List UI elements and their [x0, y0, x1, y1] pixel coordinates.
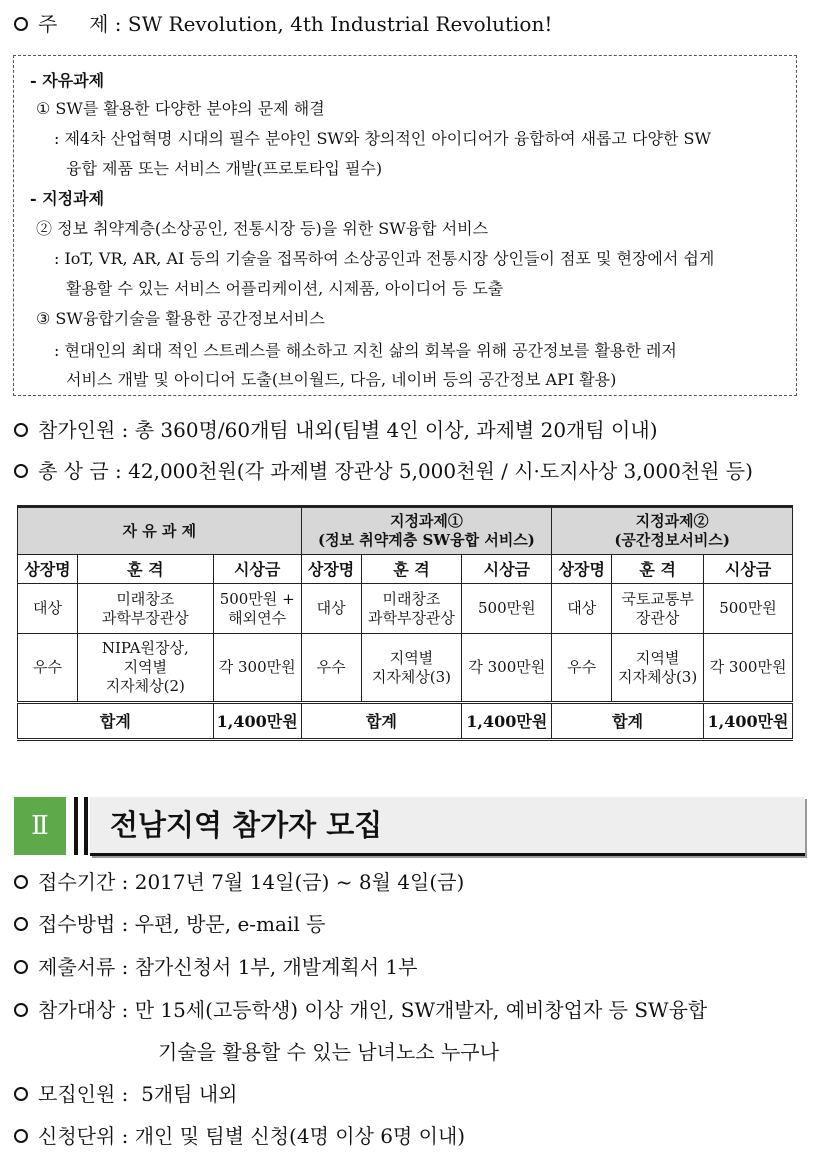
- table-cell: 대상: [18, 584, 78, 634]
- table-cell: 각 300만원: [462, 634, 552, 703]
- bullet-circle-icon: [14, 1087, 28, 1101]
- table-total-row: [18, 703, 793, 740]
- group-assigned2-header: 지정과제② (공간정보서비스): [552, 507, 793, 555]
- recruit-period-label: 접수기간: [38, 870, 116, 894]
- recruit-docs-value: 참가신청서 1부, 개발계획서 1부: [134, 955, 418, 979]
- section-title: 전남지역 참가자 모집: [110, 808, 383, 842]
- participants-label: 참가인원: [38, 418, 116, 442]
- task-item-1-desc: : 제4차 산업혁명 시대의 필수 분야인 SW와 창의적인 아이디어가 융합하여 새롭고 다양한 SW: [54, 129, 711, 148]
- recruit-method-label: 접수방법: [38, 912, 116, 936]
- table-row: [18, 584, 793, 634]
- theme-line: 주 제 : SW Revolution, 4th Industrial Revolution!: [10, 8, 552, 37]
- group-free-header: 자 유 과 제: [18, 507, 302, 555]
- recruit-docs-line: 제출서류 : 참가신청서 1부, 개발계획서 1부: [10, 951, 417, 980]
- col-amount-header: 시상금: [462, 555, 552, 584]
- prize-total-line: 총 상 금 : 42,000천원(각 과제별 장관상 5,000천원 / 시·도지사상 3,000천원 등): [10, 455, 753, 484]
- recruit-count-value: 5개팀 내외: [134, 1082, 238, 1106]
- table-cell: 우수: [552, 634, 612, 703]
- task-item-3-desc: : 현대인의 최대 적인 스트레스를 해소하고 지친 삶의 회복을 위해 공간정보를 활용한 레저: [54, 341, 677, 360]
- table-row: [18, 634, 793, 703]
- col-amount-header: 시상금: [704, 555, 793, 584]
- participants-value: 총 360명/60개팀 내외(팀별 4인 이상, 과제별 20개팀 이내): [134, 418, 658, 442]
- task-item-2-desc-cont: 활용할 수 있는 서비스 어플리케이션, 시제품, 아이디어 등 도출: [66, 279, 504, 298]
- recruit-target-line-cont: 기술을 활용할 수 있는 남녀노소 누구나: [158, 1040, 499, 1064]
- table-cell: 우수: [301, 634, 361, 703]
- table-cell: 지역별 지자체상(3): [361, 634, 462, 703]
- recruit-unit-line: 신청단위 : 개인 및 팀별 신청(4명 이상 6명 이내): [10, 1120, 465, 1149]
- table-cell: 각 300만원: [213, 634, 301, 703]
- section-divider: [84, 797, 88, 855]
- col-title-header: 훈 격: [77, 555, 213, 584]
- bullet-circle-icon: [14, 464, 28, 478]
- total-label: 합계: [18, 703, 214, 740]
- recruit-target-label: 참가대상: [38, 998, 116, 1022]
- table-cell: 우수: [18, 634, 78, 703]
- recruit-unit-value: 개인 및 팀별 신청(4명 이상 6명 이내): [134, 1124, 466, 1148]
- total-value: 1,400만원: [213, 703, 301, 740]
- recruit-target-value: 만 15세(고등학생) 이상 개인, SW개발자, 예비창업자 등 SW융합: [134, 998, 708, 1022]
- theme-value: SW Revolution, 4th Industrial Revolution!: [127, 12, 553, 36]
- table-cell: 각 300만원: [704, 634, 793, 703]
- col-title-header: 훈 격: [361, 555, 462, 584]
- task-item-2-desc: : IoT, VR, AR, AI 등의 기술을 접목하여 소상공인과 전통시장 상인들이 점포 및 현장에서 쉽게: [54, 249, 715, 268]
- table-cell: 미래창조 과학부장관상: [77, 584, 213, 634]
- col-award-header: 상장명: [18, 555, 78, 584]
- recruit-count-line: 모집인원 : 5개팀 내외: [10, 1078, 237, 1107]
- task-item-2-title: ② 정보 취약계층(소상공인, 전통시장 등)을 위한 SW융합 서비스: [36, 219, 489, 238]
- total-label: 합계: [552, 703, 704, 740]
- table-cell: 국토교통부 장관상: [612, 584, 704, 634]
- bullet-circle-icon: [14, 423, 28, 437]
- prize-table: [17, 505, 793, 741]
- total-value: 1,400만원: [704, 703, 793, 740]
- table-cell: 500만원 + 해외연수: [213, 584, 301, 634]
- recruit-period-line: 접수기간 : 2017년 7월 14일(금) ~ 8월 4일(금): [10, 866, 464, 895]
- bullet-circle-icon: [14, 917, 28, 931]
- task-box: [13, 55, 797, 396]
- total-value: 1,400만원: [462, 703, 552, 740]
- bullet-circle-icon: [14, 875, 28, 889]
- recruit-period-value: 2017년 7월 14일(금) ~ 8월 4일(금): [134, 870, 465, 894]
- recruit-method-line: 접수방법 : 우편, 방문, e-mail 등: [10, 908, 325, 937]
- bullet-circle-icon: [14, 960, 28, 974]
- col-award-header: 상장명: [552, 555, 612, 584]
- theme-label: 주 제: [38, 12, 109, 36]
- recruit-unit-label: 신청단위: [38, 1124, 116, 1148]
- recruit-method-value: 우편, 방문, e-mail 등: [134, 912, 326, 936]
- group-assigned1-header: 지정과제① (정보 취약계층 SW융합 서비스): [301, 507, 552, 555]
- table-cell: 500만원: [462, 584, 552, 634]
- table-cell: 500만원: [704, 584, 793, 634]
- col-title-header: 훈 격: [612, 555, 704, 584]
- recruit-count-label: 모집인원: [38, 1082, 116, 1106]
- task-item-3-desc-cont: 서비스 개발 및 아이디어 도출(브이월드, 다음, 네이버 등의 공간정보 API 활용): [66, 370, 617, 389]
- bullet-circle-icon: [14, 17, 28, 31]
- col-amount-header: 시상금: [213, 555, 301, 584]
- prize-total-value: 42,000천원(각 과제별 장관상 5,000천원 / 시·도지사상 3,000천원 등): [128, 459, 753, 483]
- bullet-circle-icon: [14, 1129, 28, 1143]
- participants-line: 참가인원 : 총 360명/60개팀 내외(팀별 4인 이상, 과제별 20개팀 이내): [10, 414, 658, 443]
- section-number: Ⅱ: [14, 797, 66, 855]
- table-cell: 대상: [552, 584, 612, 634]
- task-item-1-desc-cont: 융합 제품 또는 서비스 개발(프로토타입 필수): [66, 159, 383, 178]
- task-item-3-title: ③ SW융합기술을 활용한 공간정보서비스: [36, 309, 325, 328]
- recruit-docs-label: 제출서류: [38, 955, 116, 979]
- table-cell: NIPA원장상, 지역별 지자체상(2): [77, 634, 213, 703]
- section-divider: [74, 797, 78, 855]
- table-cell: 미래창조 과학부장관상: [361, 584, 462, 634]
- col-award-header: 상장명: [301, 555, 361, 584]
- assigned-task-heading: - 지정과제: [30, 189, 105, 208]
- table-cell: 대상: [301, 584, 361, 634]
- recruit-target-line: 참가대상 : 만 15세(고등학생) 이상 개인, SW개발자, 예비창업자 등 SW융합: [10, 994, 707, 1023]
- total-label: 합계: [301, 703, 462, 740]
- free-task-heading: - 자유과제: [30, 71, 105, 90]
- table-cell: 지역별 지자체상(3): [612, 634, 704, 703]
- task-item-1-title: ① SW를 활용한 다양한 분야의 문제 해결: [36, 99, 325, 118]
- bullet-circle-icon: [14, 1003, 28, 1017]
- section-header: [14, 797, 805, 855]
- prize-total-label: 총 상 금: [38, 459, 109, 483]
